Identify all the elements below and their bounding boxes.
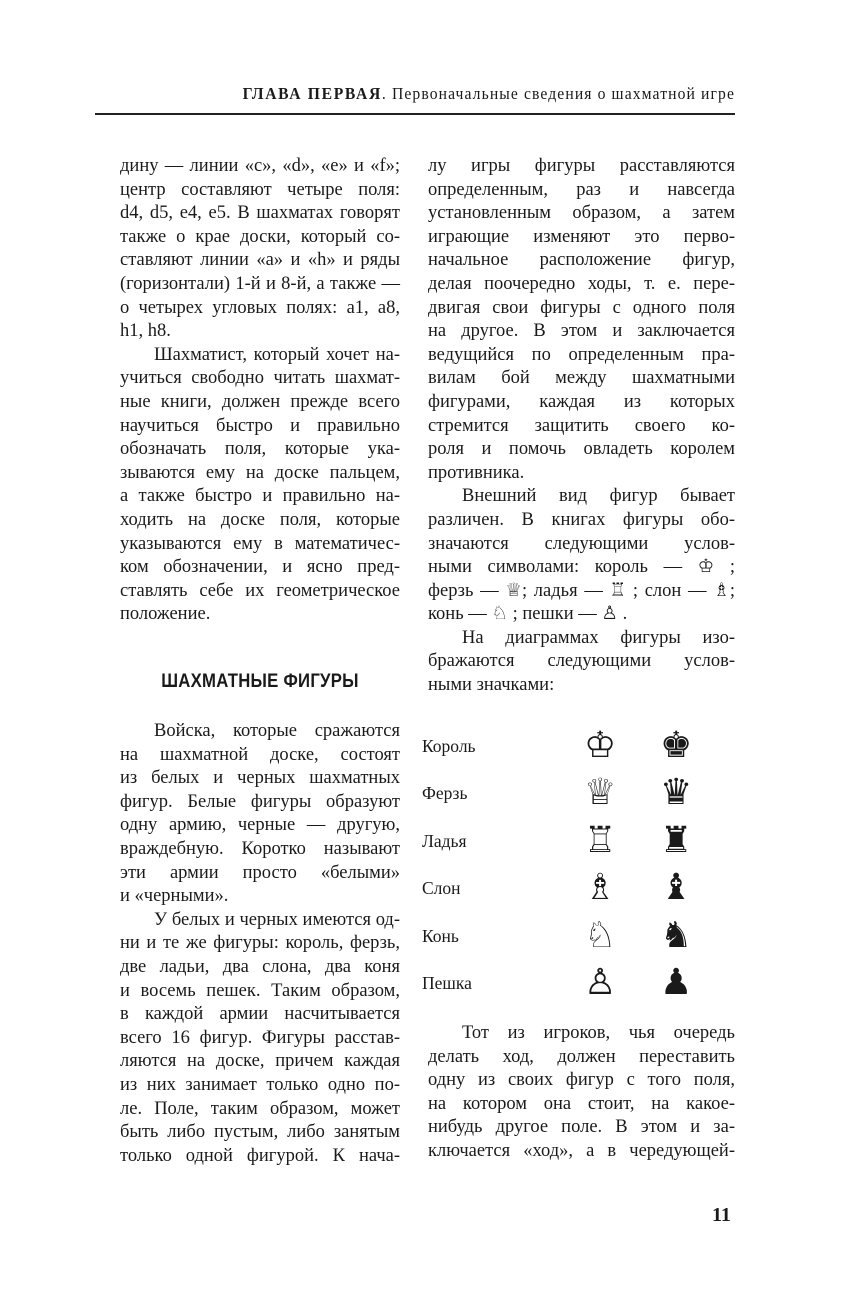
text-line: значаются следующими услов- [428,533,735,554]
piece-row [422,867,722,917]
text-line: всего 16 фигур. Фигуры расстав- [120,1027,400,1048]
text-line: начальное расположение фигур, [428,250,735,271]
black-piece-icon: ♞ [660,914,693,956]
text-line: фигурами, каждая из которых [428,391,735,412]
white-piece-icon: ♔ [584,725,617,766]
text-line: ни и те же фигуры: король, ферзь, [120,933,400,954]
page-number: 11 [712,1204,731,1226]
text-line: h1, h8. [120,321,171,342]
piece-name: Слон [422,878,461,899]
text-line: ляются на доске, причем каждая [120,1051,400,1072]
running-header [146,84,735,104]
white-piece-icon: ♘ [584,914,617,956]
text-line: обозначать поля, которые ука- [120,439,400,460]
left-column-top [120,155,400,627]
text-line: в каждой армии насчитывается [120,1004,400,1025]
text-line: Тот из игроков, чья очередь [462,1023,735,1043]
pieces-table [422,725,722,1012]
text-line: центр составляют четыре поля: [120,179,400,200]
text-line: ком обозначении, и ясно пред- [120,557,400,578]
text-line: на шахматной доске, состоят [120,744,400,765]
text-line: d4, d5, e4, e5. В шахматах говорят [120,203,400,224]
text-line: ставляют линии «a» и «h» и ряды [120,250,400,271]
text-line: нибудь другое поле. В этом и за- [428,1117,735,1138]
white-piece-icon: ♖ [584,819,617,861]
chapter-label: ГЛАВА ПЕРВАЯ [242,84,382,103]
text-line: установленным образом, а затем [428,203,735,224]
piece-row [422,772,722,822]
black-piece-icon: ♚ [660,725,693,766]
text-line: роля и помочь овладеть королем [428,439,735,460]
text-line: зываются ему на доске пальцем, [120,462,400,483]
piece-row [422,961,722,1012]
text-line: Войска, которые сражаются [154,721,400,741]
text-line: дину — линии «c», «d», «e» и «f»; [120,156,400,176]
text-line: делать ход, должен переставить [428,1046,735,1067]
text-line: фигур. Белые фигуры образуют [120,791,400,812]
piece-name: Пешка [422,972,472,993]
text-line: двигая свои фигуры с одного поля [428,297,735,318]
text-line: указываются ему в математичес- [120,533,400,554]
text-line: научиться быстро и правильно [120,415,400,436]
right-column-top [428,155,735,698]
white-piece-icon: ♗ [584,867,617,909]
text-line: ведущийся по определенным пра- [428,344,735,365]
left-column-bottom [120,720,400,1168]
section-heading: ШАХМАТНЫЕ ФИГУРЫ [161,671,359,692]
text-line: играющие изменяют это перво- [428,226,735,247]
text-line: ле. Поле, таким образом, может [120,1098,400,1119]
white-piece-icon: ♙ [584,961,617,1003]
black-piece-icon: ♟ [660,961,693,1003]
text-line: на другое. В этом и заключается [428,321,735,342]
text-line: и восемь пешек. Таким образом, [120,980,400,1001]
black-piece-icon: ♛ [660,772,693,814]
header-rule [95,113,735,115]
piece-row [422,914,722,965]
text-line: ные книги, должен прежде всего [120,391,400,412]
text-line: различен. В книгах фигуры обо- [428,509,735,530]
right-column-bottom [428,1022,735,1164]
text-line: Внешний вид фигур бывает [462,486,735,507]
piece-name: Король [422,736,476,756]
text-line: также о крае доски, который со- [120,226,400,247]
text-line: Шахматист, который хочет на- [154,344,400,365]
text-line: ключается «ход», а в чередующей- [428,1140,735,1161]
text-line: эти армии просто «белыми» [120,862,400,883]
text-line: стремится защитить своего ко- [428,415,735,436]
text-line: ставлять себе их геометрическое [120,580,400,601]
chapter-title: . Первоначальные сведения о шахматной игре [381,84,735,103]
text-line: положение. [120,604,211,625]
text-line: лу игры фигуры расставляются [428,156,735,176]
text-line: из них занимает только одно по- [120,1074,400,1095]
text-line: делая поочередно ходы, т. е. пере- [428,273,735,294]
text-line: только одной фигурой. К нача- [120,1145,400,1166]
text-line: У белых и черных имеются од- [154,909,400,930]
text-line: бражаются следующими услов- [428,651,735,672]
text-line: На диаграммах фигуры изо- [462,627,735,648]
text-line: на котором она стоит, на какое- [428,1093,735,1114]
white-piece-icon: ♕ [584,772,617,814]
text-line: конь — ♘ ; пешки — ♙ . [428,604,628,625]
text-line: две ладьи, два слона, два коня [120,956,400,977]
piece-row [422,819,722,870]
black-piece-icon: ♜ [660,819,693,861]
text-line: определенным, раз и навсегда [428,179,735,200]
piece-name: Ферзь [422,783,468,804]
text-line: ными символами: король — ♔ ; [428,557,735,578]
text-line: из белых и черных шахматных [120,768,400,789]
piece-name: Ладья [422,830,467,851]
piece-row [422,725,722,775]
text-line: ферзь — ♕; ладья — ♖ ; слон — ♗; [428,580,735,601]
text-line: быть либо пустым, либо занятым [120,1122,400,1143]
text-line: ными значками: [428,675,555,696]
text-line: вилам бой между шахматными [428,368,735,389]
black-piece-icon: ♝ [660,867,693,909]
text-line: а также быстро и правильно на- [120,486,400,507]
text-line: учиться свободно читать шахмат- [120,368,400,389]
text-line: враждебную. Коротко называют [120,838,400,859]
text-line: о четырех угловых полях: a1, a8, [120,297,400,318]
text-line: противника. [428,462,525,483]
text-line: одну армию, черные — другую, [120,815,400,836]
text-line: (горизонтали) 1-й и 8-й, а также — [120,273,400,294]
text-line: одну из своих фигур с того поля, [428,1070,735,1091]
piece-name: Конь [422,925,459,946]
text-line: и «черными». [120,886,229,907]
text-line: ходить на доске поля, которые [120,509,400,530]
